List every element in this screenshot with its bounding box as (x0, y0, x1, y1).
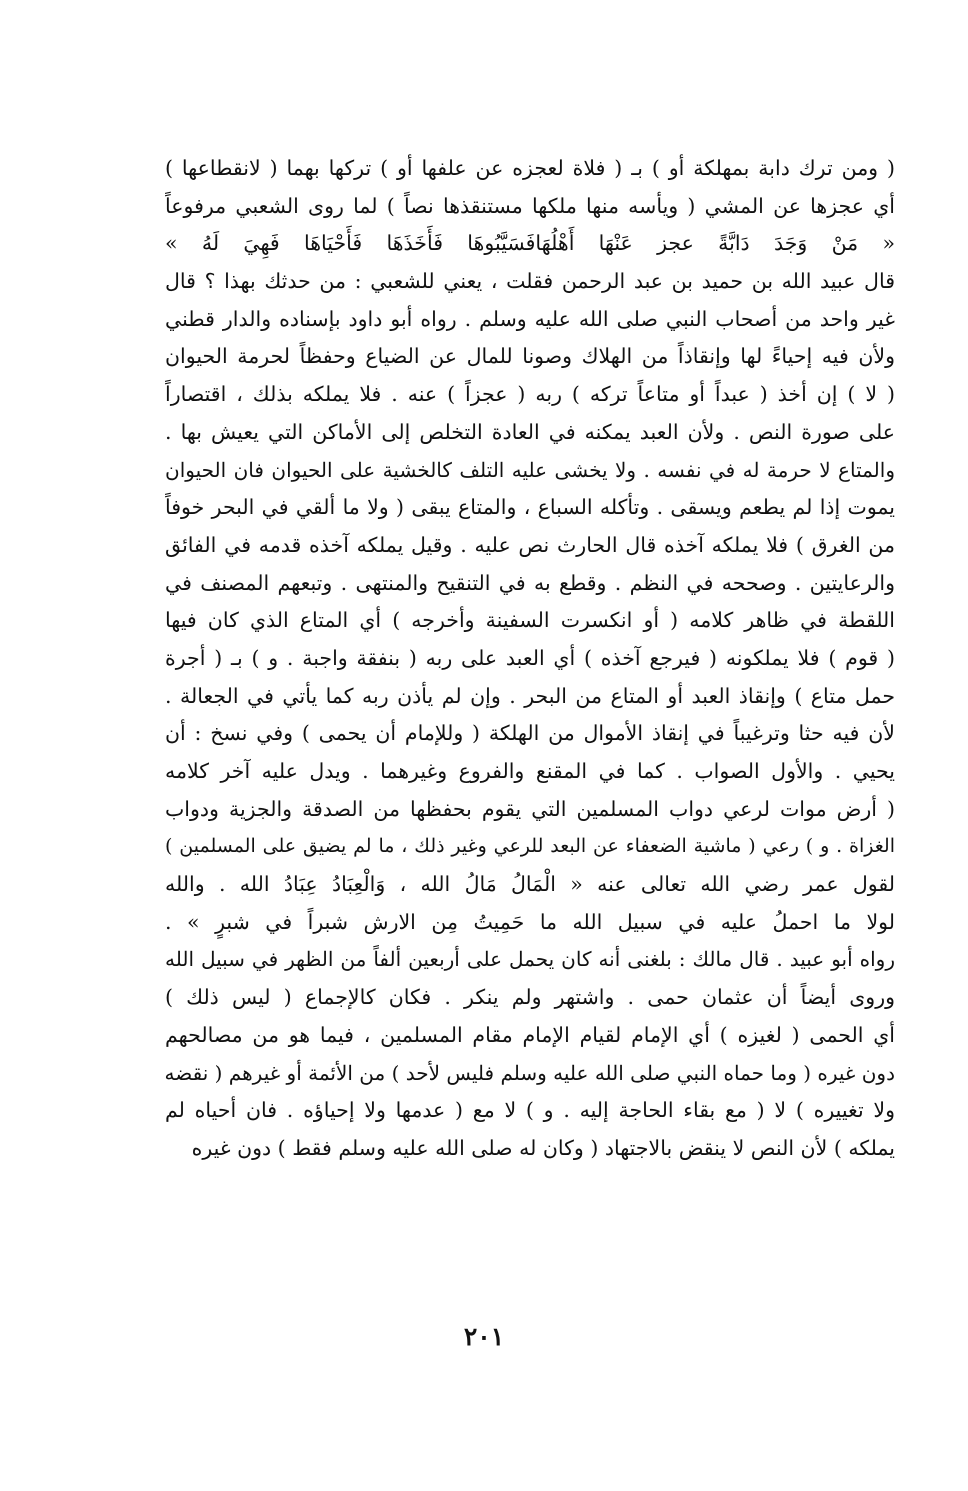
text-line: وروى أيضاً أن عثمان حمى . واشتهر ولم ينكر . فكان كالإجماع ( ليس ذلك ) (165, 985, 895, 1010)
text-line: لقول عمر رضي الله تعالى عنه « الْمَالُ مَالُ الله ، وَالْعِبَادُ عِبَادُ الله . والله (165, 872, 895, 897)
body-text (165, 150, 895, 1168)
text-line: يموت إذا لم يطعم ويسقى . وتأكله السباع ، والمتاع يبقى ( ولا ما ألقي في البحر خوفاً (165, 495, 895, 520)
text-line: غير واحد من أصحاب النبي صلى الله عليه وسلم . رواه أبو داود بإسناده والدار قطني (165, 306, 895, 331)
text-line: « مَنْ وَجَدَ دَابَّةً عجز عَنْهَا أَهْلُهَافَسَيَّبُوهَا فَأَخَذَهَا فَأَحْيَاهَا فَهِيَ لَهُ » (165, 231, 895, 256)
text-line: أي عجزها عن المشي ( ويأسه منها ملكها مستنقذها نصاً ) لما روى الشعبي مرفوعاً (165, 193, 895, 218)
text-line: دون غيره ( وما حماه النبي صلى الله عليه وسلم فليس لأحد ) من الأئمة أو غيرهم ( نقضه (165, 1060, 895, 1085)
text-line: ولأن فيه إحياءً لها وإنقاذاً من الهلاك وصونا للمال عن الضياع وحفظاً لحرمة الحيوان (165, 344, 895, 369)
text-line: الغزاة . و ) رعي ( ماشية الضعفاء عن البعد للرعي وغير ذلك ، ما لم يضيق على المسلمين ) (165, 835, 895, 858)
text-line: اللقطة في ظاهر كلامه ( أو انكسرت السفينة وأخرجه ) أي المتاع الذي كان فيها (165, 608, 895, 633)
text-line: ( لا ) إن أخذ ( عبداً أو متاعاً تركه ) ربه ( عجزاً ) عنه . فلا يملكه بذلك ، اقتصاراً (165, 382, 895, 407)
page-number: ٢٠١ (463, 1322, 505, 1351)
text-line: ( قوم ) فلا يملكونه ( فيرجع آخذه ) أي العبد على ربه ( بنفقة واجبة . و ) بـ ( أجرة (165, 645, 895, 670)
text-line: يملكه ) لأن النص لا ينقض بالاجتهاد ( وكان له صلى الله عليه وسلم فقط ) دون غيره (191, 1135, 895, 1160)
text-line: ( ومن ترك دابة بمهلكة أو ) بـ ( فلاة لعجزه عن علفها أو ) تركها بهما ( لانقطاعها ) (165, 156, 895, 180)
text-line: أي الحمى ( لغيزه ) أي الإمام لقيام الإمام مقام المسلمين ، فيما هو من مصالحهم (165, 1022, 895, 1047)
text-line: ولا تغييره ) لا ( مع بقاء الحاجة إليه . و ) لا مع ( عدمها ولا إحياؤه . فان أحياه لم (165, 1098, 895, 1123)
text-line: والمتاع لا حرمة له في نفسه . ولا يخشى عليه التلف كالخشية على الحيوان فان الحيوان (165, 457, 895, 482)
text-line: ( أرض موات لرعي دواب المسلمين التي يقوم بحفظها من الصدقة والجزية ودواب (165, 796, 895, 821)
text-line: رواه أبو عبيد . قال مالك : بلغنى أنه كان يحمل على أربعين ألفاً من الظهر في سبيل الله (165, 947, 895, 972)
text-line: على صورة النص . ولأن العبد يمكنه في العادة التخلص إلى الأماكن التي يعيش بها . (165, 419, 895, 444)
text-line: قال عبيد الله بن حميد بن عبد الرحمن فقلت ، يعني للشعبي : من حدثك بهذا ؟ قال (165, 269, 895, 294)
text-line: حمل متاع ) وإنقاذ العبد أو المتاع من البحر . وإن لم يأذن ربه كما يأتي في الجعالة . (165, 683, 895, 708)
text-line: والرعايتين . وصححه في النظم . وقطع به في التنقيح والمنتهى . وتبعهم المصنف في (165, 570, 895, 595)
text-line: من الغرق ) فلا يملكه آخذه قال الحارث نص عليه . وقيل يملكه آخذه قدمه في الفائق (165, 532, 895, 557)
text-line: يحيي . والأول الصواب . كما في المقنع والفروع وغيرهما . ويدل عليه آخر كلامه (165, 759, 895, 783)
text-line: لأن فيه حثا وترغيباً في إنقاذ الأموال من الهلكة ( وللإمام أن يحمى ) وفي نسخ : أن (165, 721, 895, 746)
text-line: لولا ما احملُ عليه في سبيل الله ما حَمِيتُ مِن الارش شبراً في شبرٍ » . (165, 909, 895, 934)
